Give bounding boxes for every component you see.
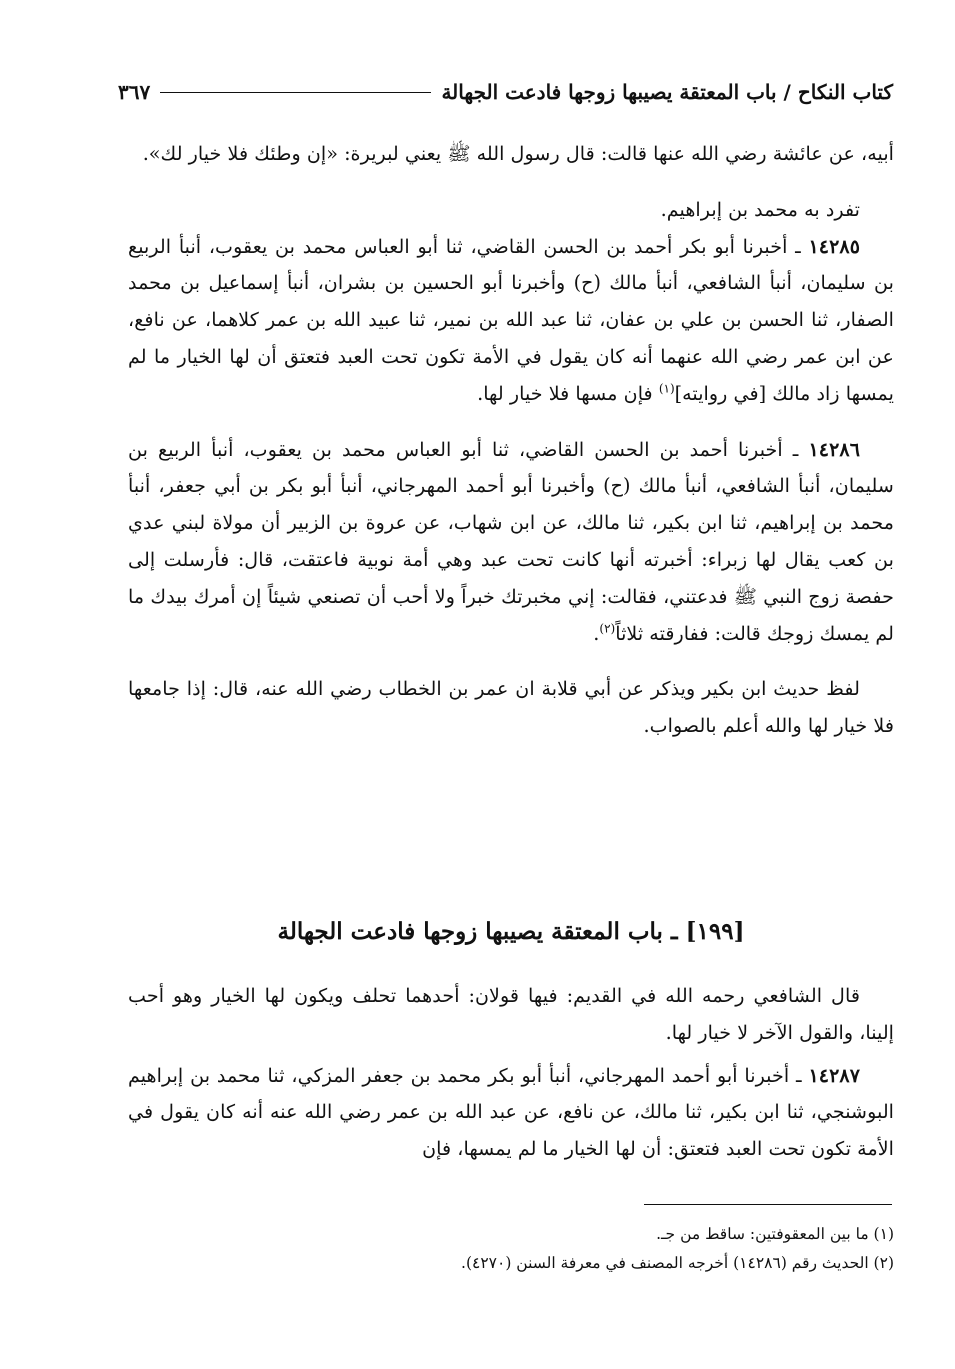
paragraph-continuation xyxy=(128,136,894,173)
hadith-14287 xyxy=(128,1058,894,1168)
paragraph-text: لفظ حديث ابن بكير ويذكر عن أبي قلابة ان عمر بن الخطاب رضي الله عنه، قال: إذا جامعها فلا خيار لها والله أعلم بالصواب. xyxy=(128,677,894,738)
hadith-14285 xyxy=(128,229,894,413)
hadith-number: ١٤٢٨٧ xyxy=(808,1063,860,1087)
paragraph-text: أبيه، عن عائشة رضي الله عنها قالت: قال رسول الله ﷺ يعني لبريرة: «إن وطئك فلا خيار لك». xyxy=(142,142,894,165)
page-number: ٣٦٧ xyxy=(118,80,151,104)
footnote-ref: (٢) xyxy=(599,621,616,636)
hadith-text-end: فإن مسها فلا خيار لها. xyxy=(477,381,659,405)
paragraph-closing xyxy=(128,671,894,745)
hadith-text: ـ أخبرنا أبو أحمد المهرجاني، أنبأ أبو بكر محمد بن جعفر المزكي، ثنا محمد بن إبراهيم البوشنجي، ثنا ابن بكير، ثنا مالك، عن نافع، عن عبد الله بن عمر رضي الله عنه أنه كان يقول في الأمة تكون تحت العبد فتعتق: أن لها الخيار ما لم يمسها، فإن xyxy=(128,1063,894,1161)
footnote-separator xyxy=(644,1204,892,1205)
hadith-text: ـ أخبرنا أحمد بن الحسن القاضي، ثنا أبو العباس محمد بن يعقوب، أنبأ الربيع بن سليمان، أنبأ الشافعي، أنبأ مالك (ح) وأخبرنا أبو أحمد المهرجاني، أنبأ أبو بكر بن أبي جعفر، أنبأ محمد بن إبراهيم، ثنا ابن بكير، ثنا مالك، عن ابن شهاب، عن عروة بن الزبير أن مولاة لبني عدي بن كعب يقال لها زبراء: أخبرته أنها كانت تحت عبد وهي أمة نوبية فاعتقت، قال: فأرسلت إلى حفصة زوج النبي ﷺ فدعتني، فقالت: إني مخبرتك خبراً ولا أحب أن تصنعي شيئاً إن أمرك بيدك ما لم يمسك زوجك قالت: ففارقته ثلاثاً xyxy=(128,437,894,645)
hadith-number: ١٤٢٨٦ xyxy=(808,437,860,461)
footnote-1: (١) ما بين المعقوفتين: ساقط من جـ. xyxy=(656,1225,894,1243)
main-text-lower xyxy=(128,978,894,1168)
footnote-ref: (١) xyxy=(658,381,675,396)
paragraph-text: تفرد به محمد بن إبراهيم. xyxy=(660,197,860,221)
paragraph-text: قال الشافعي رحمه الله في القديم: فيها قولان: أحدهما تحلف ويكون لها الخيار وهو أحب إلينا، والقول الآخر لا خيار لها. xyxy=(128,984,894,1044)
paragraph-note xyxy=(128,192,894,229)
footnote-2: (٢) الحديث رقم (١٤٢٨٦) أخرجه المصنف في معرفة السنن (٤٢٧٠). xyxy=(461,1254,894,1272)
hadith-text-end: . xyxy=(593,621,600,645)
header-rule xyxy=(160,92,431,93)
running-header xyxy=(118,74,893,110)
main-text-upper xyxy=(128,136,894,745)
paragraph-shafii xyxy=(128,978,894,1052)
section-heading: [١٩٩] ـ باب المعتقة يصيبها زوجها فادعت الجهالة xyxy=(277,918,745,945)
hadith-number: ١٤٢٨٥ xyxy=(808,234,860,258)
header-title: كتاب النكاح / باب المعتقة يصيبها زوجها فادعت الجهالة xyxy=(441,80,893,104)
hadith-text: ـ أخبرنا أبو بكر أحمد بن الحسن القاضي، ثنا أبو العباس محمد بن يعقوب، أنبأ الربيع بن سليمان، أنبأ الشافعي، أنبأ مالك (ح) وأخبرنا أبو الحسين بن بشران، أنبأ إسماعيل بن محمد الصفار، ثنا الحسن بن علي بن عفان، ثنا عبد الله بن نمير، ثنا عبيد الله بن عمر كلاهما، عن نافع، عن ابن عمر رضي الله عنهما أنه كان يقول في الأمة تكون تحت العبد فتعتق أن لها الخيار ما لم يمسها زاد مالك [في روايته] xyxy=(128,234,894,405)
footnotes xyxy=(128,1220,894,1278)
hadith-14286 xyxy=(128,432,894,653)
